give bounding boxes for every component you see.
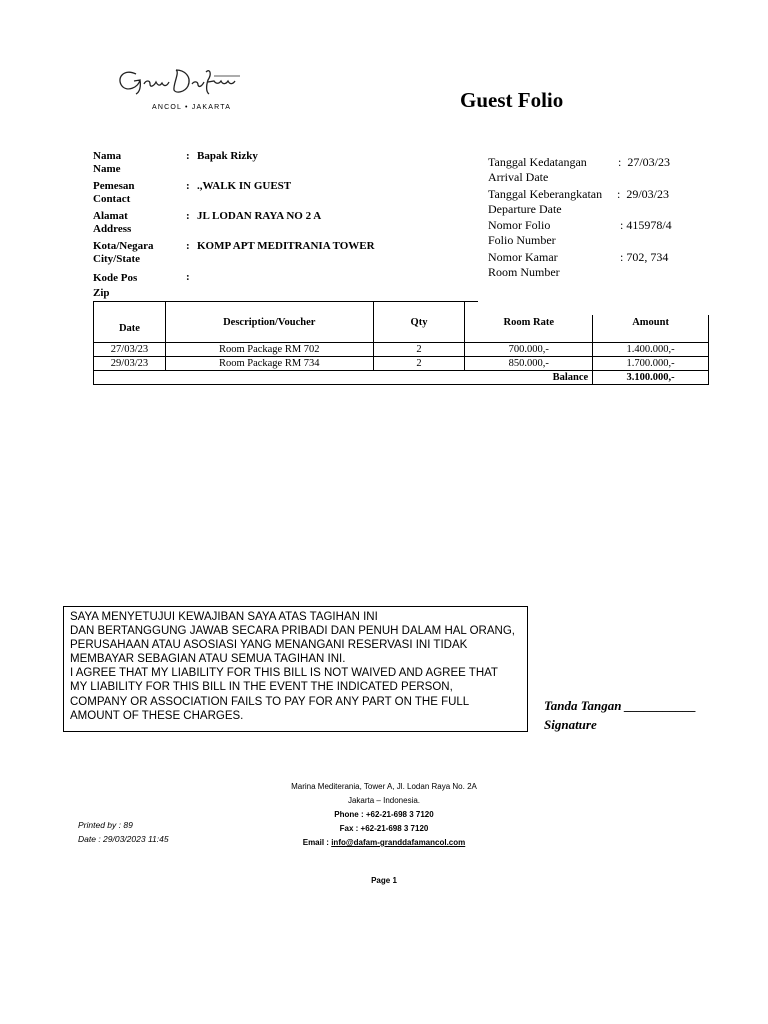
zip-label [93, 271, 137, 301]
row-rate: 700.000,- [465, 343, 593, 357]
agreement-line: PERUSAHAAN ATAU ASOSIASI YANG MENANGANI RESERVASI INI TIDAK [70, 639, 468, 652]
logo-script-mark [114, 64, 244, 102]
page-number: Page 1 [371, 876, 397, 885]
footer-fax: Fax : +62-21-698 3 7120 [339, 824, 429, 833]
header-amount: Amount [593, 302, 709, 343]
label-en: Folio Number [488, 233, 556, 247]
header-description: Description/Voucher [165, 302, 373, 343]
label-id: Tanggal Kedatangan [488, 155, 587, 169]
footer-city: Jakarta – Indonesia. [347, 796, 421, 805]
city-sep: : [186, 240, 190, 252]
balance-spacer [94, 371, 465, 385]
guest-name-value: Bapak Rizky [197, 150, 258, 162]
printed-info [78, 818, 169, 846]
balance-value: 3.100.000,- [593, 371, 709, 385]
label-en: Room Number [488, 265, 560, 279]
footer-phone: Phone : +62-21-698 3 7120 [334, 810, 434, 819]
city-value: KOMP APT MEDITRANIA TOWER [197, 240, 375, 252]
room-label [488, 250, 560, 280]
label-en: City/State [93, 253, 141, 265]
row-rate: 850.000,- [465, 357, 593, 371]
hotel-logo [108, 62, 248, 120]
departure-label [488, 187, 602, 217]
label-id: Pemesan [93, 180, 135, 192]
agreement-line: COMPANY OR ASSOCIATION FAILS TO PAY FOR ANY PART ON THE FULL [70, 695, 470, 708]
agreement-line: DAN BERTANGGUNG JAWAB SECARA PRIBADI DAN PENUH DALAM HAL ORANG, [70, 625, 515, 638]
header-rate: Room Rate [465, 302, 593, 343]
label-en: Name [93, 163, 121, 175]
balance-row [94, 371, 709, 385]
label-en: Zip [93, 287, 110, 299]
contact-label [93, 180, 135, 206]
zip-sep: : [186, 271, 190, 283]
logo-subtitle: ANCOL • JAKARTA [152, 104, 232, 111]
label-id: Nomor Kamar [488, 250, 558, 264]
footer-email-label: Email : [302, 838, 329, 847]
folio-number: 415978/4 [626, 218, 672, 232]
printed-date: Date : 29/03/2023 11:45 [78, 834, 169, 844]
signature-label-id: Tanda Tangan [544, 698, 622, 713]
folio-label [488, 218, 556, 248]
contact-sep: : [186, 180, 190, 192]
row-qty: 2 [373, 357, 465, 371]
table-row [94, 343, 709, 357]
arrival-value: : 27/03/23 [618, 155, 671, 169]
signature-label [544, 698, 696, 714]
label-en: Contact [93, 193, 131, 205]
label-id: Kode Pos [93, 272, 138, 284]
address-value: JL LODAN RAYA NO 2 A [197, 210, 322, 222]
folio-value: : 415978/4 [620, 218, 672, 232]
row-qty: 2 [373, 343, 465, 357]
label-id: Alamat [93, 210, 128, 222]
address-sep: : [186, 210, 190, 222]
guest-name-label [93, 150, 121, 176]
footer-email-link[interactable]: info@dafam-granddafamancol.com [331, 838, 466, 847]
arrival-date: 27/03/23 [627, 155, 671, 169]
label-id: Nomor Folio [488, 218, 551, 232]
row-date: 27/03/23 [94, 343, 166, 357]
row-amount: 1.700.000,- [593, 357, 709, 371]
row-description: Room Package RM 702 [165, 343, 373, 357]
departure-date: 29/03/23 [626, 187, 670, 201]
hotel-contact-footer [200, 780, 568, 850]
table-row [94, 357, 709, 371]
room-value: : 702, 734 [620, 250, 669, 264]
arrival-label [488, 155, 587, 185]
header-qty: Qty [373, 302, 465, 343]
guest-name-sep: : [186, 150, 190, 162]
label-id: Nama [93, 150, 122, 162]
label-en: Departure Date [488, 202, 562, 216]
agreement-line: I AGREE THAT MY LIABILITY FOR THIS BILL IS NOT WAIVED AND AGREE THAT [70, 667, 498, 680]
balance-label: Balance [465, 371, 593, 385]
liability-agreement-box [63, 606, 528, 732]
contact-value: .,WALK IN GUEST [197, 180, 292, 192]
label-id: Kota/Negara [93, 240, 154, 252]
footer-address: Marina Mediterania, Tower A, Jl. Lodan Raya No. 2A [291, 782, 477, 791]
label-en: Arrival Date [488, 170, 549, 184]
agreement-line: AMOUNT OF THESE CHARGES. [70, 709, 244, 722]
departure-value: : 29/03/23 [617, 187, 670, 201]
signature-label-en: Signature [544, 717, 597, 732]
city-label [93, 240, 153, 266]
row-description: Room Package RM 734 [165, 357, 373, 371]
label-id: Tanggal Keberangkatan [488, 187, 603, 201]
address-label [93, 210, 131, 236]
row-date: 29/03/23 [94, 357, 166, 371]
room-number: 702, 734 [626, 250, 669, 264]
row-amount: 1.400.000,- [593, 343, 709, 357]
agreement-line: MEMBAYAR SEBAGIAN ATAU SEMUA TAGIHAN INI. [70, 653, 346, 666]
agreement-line: MY LIABILITY FOR THIS BILL IN THE EVENT THE INDICATED PERSON, [70, 681, 453, 694]
label-en: Address [93, 223, 132, 235]
printed-by: Printed by : 89 [78, 820, 133, 830]
signature-line: ___________ [624, 698, 697, 713]
footer-email-row [200, 836, 568, 850]
page-title: Guest Folio [460, 88, 564, 112]
header-date: Date [94, 302, 166, 343]
agreement-line: SAYA MENYETUJUI KEWAJIBAN SAYA ATAS TAGIHAN INI [70, 611, 378, 623]
header-overlap-mask [478, 296, 710, 315]
